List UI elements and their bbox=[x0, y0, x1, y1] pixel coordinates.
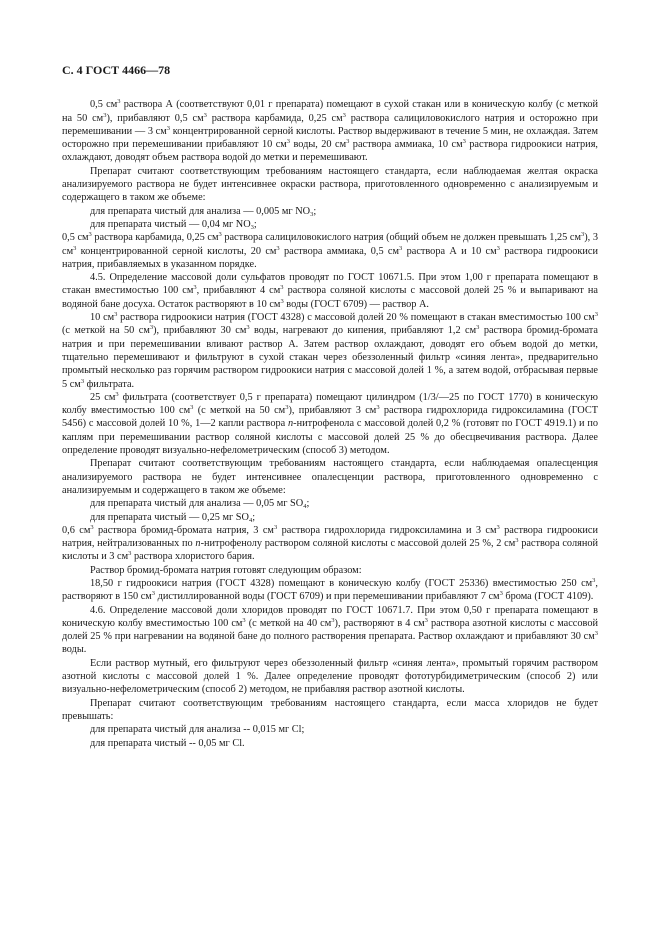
paragraph-section-4-5: 4.5. Определение массовой доли сульфатов проводят по ГОСТ 10671.5. При этом 1,00 г препарата помещают в стакан вместимостью 100 $см^3$, прибавляют 4 $см^3$ раствора соляной кислоты с массовой долей 25 % и выпаривают на водяной бане досуха. Остаток растворяют в 10 $см^3$ воды (ГОСТ 6709) — раствор А. bbox=[62, 272, 599, 310]
paragraph-nitrate-procedure: 0,5 $см^3$ раствора А (соответствуют 0,01 г препарата) помещают в сухой стакан или в коническую колбу (с меткой на 50 $см^3$), прибавляют 0,5 $см^3$ раствора карбамида, 0,25 $см^3$ раствора салициловокислого натрия и осторожно при перемешивании — 3 $см^3$ концентрированной серной кислоты. Раствор выдерживают в течение 5 мин, не охлаждая. Затем осторожно при перемешивании прибавляют 10 $см^3$ воды, 20 $см^3$ раствора аммиака, 10 $см^3$ раствора гидроокиси натрия, охлаждают, доводят объем раствора водой до метки и перемешивают. bbox=[62, 98, 599, 164]
list-item: для препарата чистый — 0,04 мг $NO_3$; bbox=[90, 218, 257, 231]
paragraph-sulfate-reference: 0,6 $см^3$ раствора бромид-бромата натрия, 3 $см^3$ раствора гидрохлорида гидроксиламина и 3 $см^3$ раствора гидроокиси натрия, нейтрализованных по п-нитрофенолу раствором соляной кислоты с массовой долей 25 %, 2 $см^3$ раствора соляной кислоты и 3 $см^3$ раствора хлористого бария. bbox=[62, 523, 598, 563]
list-item: для препарата чистый -- 0,05 мг Cl. bbox=[90, 737, 245, 749]
paragraph-sulfate-filtrate: 25 $см^3$ фильтрата (соответствует 0,5 г препарата) помещают цилиндром (1/3/—25 по ГОСТ 1770) в коническую колбу вместимостью 100 $см^3$ (с меткой на 50 $см^3$), прибавляют 3 $см^3$ раствора гидрохлорида гидроксиламина (ГОСТ 5456) с массовой долей 10 %, 1—2 капли раствора п-нитрофенола с массовой долей 0,2 % (готовят по ГОСТ 4919.1) и по каплям при перемешивании раствор соляной кислоты с массовой долей 25 % до обесцвечивания раствора. Далее определение проводят визуально-нефелометрическим (способ 3) методом. bbox=[62, 390, 599, 457]
paragraph-section-4-6: 4.6. Определение массовой доли хлоридов проводят по ГОСТ 10671.7. При этом 0,50 г препарата помещают в коническую колбу вместимостью 100 $см^3$ (с меткой на 40 $см^3$), растворяют в 4 $см^3$ раствора азотной кислоты с массовой долей 25 % при нагревании на водяной бане до полного растворения препарата. Раствор охлаждают и прибавляют 30 $см^3$ воды. bbox=[62, 604, 598, 656]
document-page bbox=[62, 64, 598, 750]
page-header: С. 4 ГОСТ 4466—78 bbox=[62, 63, 171, 77]
paragraph-bromide-prep: 18,50 г гидроокиси натрия (ГОСТ 4328) помещают в коническую колбу (ГОСТ 25336) вместимостью 250 $см^3$, растворяют в 150 $см^3$ дистиллированной воды (ГОСТ 6709) и при перемешивании прибавляют 7 $см^3$ брома (ГОСТ 4109). bbox=[62, 576, 598, 603]
paragraph-chloride-filter: Если раствор мутный, его фильтруют через обеззоленный фильтр «синяя лента», промытый горячим раствором азотной кислоты с массовой долей 1 %. Далее определение проводят фототурбидиметрическим (способ 2) или визуально-нефелометрическим (способ 2) методом, не прибавляя раствор азотной кислоты. bbox=[62, 657, 598, 696]
paragraph-chloride-criteria: Препарат считают соответствующим требованиям настоящего стандарта, если масса хлоридов не будет превышать: bbox=[62, 697, 598, 722]
paragraph-bromide-intro: Раствор бромид-бромата натрия готовят следующим образом: bbox=[90, 564, 362, 576]
paragraph-sulfate-criteria: Препарат считают соответствующим требованиям настоящего стандарта, если наблюдаемая опалесценция анализируемого раствора не будет интенсивнее опалесценции раствора, приготовленного одновременно с анализируемым и содержащего в таком же объеме: bbox=[62, 458, 598, 496]
list-item: для препарата чистый — 0,25 мг $SO_4$; bbox=[90, 511, 256, 524]
paragraph-sulfate-procedure: 10 $см^3$ раствора гидроокиси натрия (ГОСТ 4328) с массовой долей 20 % помещают в стакан вместимостью 100 $см^3$ (с меткой на 50 $см^3$), прибавляют 30 $см^3$ воды, нагревают до кипения, прибавляют 1,2 $см^3$ раствора бромид-бромата натрия и при перемешивании вливают раствор А. Затем раствор охлаждают, доводят его объем водой до метки, тщательно перемешивают и фильтруют в сухой стакан через обеззоленный фильтр «синяя лента», предварительно промытый несколько раз горячим раствором гидроокиси натрия с массовой долей 1 %, а затем водой, отбрасывая первые 5 $см^3$ фильтрата. bbox=[62, 311, 598, 390]
list-item: для препарата чистый для анализа — 0,05 мг $SO_4$; bbox=[90, 498, 310, 511]
paragraph-nitrate-reference: 0,5 $см^3$ раствора карбамида, 0,25 $см^3$ раствора салициловокислого натрия (общий объем не должен превышать 1,25 $см^3$), 3 $см^3$ концентрированной серной кислоты, 20 $см^3$ раствора аммиака, 0,5 $см^3$ раствора А и 10 $см^3$ раствора гидроокиси натрия, прибавляемых в указанном порядке. bbox=[62, 231, 599, 270]
paragraph-nitrate-criteria: Препарат считают соответствующим требованиям настоящего стандарта, если наблюдаемая желтая окраска анализируемого раствора не будет интенсивнее окраски раствора, приготовленного одновременно с анализируемым и содержащего в таком же объеме: bbox=[62, 165, 598, 204]
list-item: для препарата чистый для анализа -- 0,015 мг Cl; bbox=[90, 724, 305, 736]
list-item: для препарата чистый для анализа — 0,005 мг $NO_3$; bbox=[90, 205, 317, 218]
